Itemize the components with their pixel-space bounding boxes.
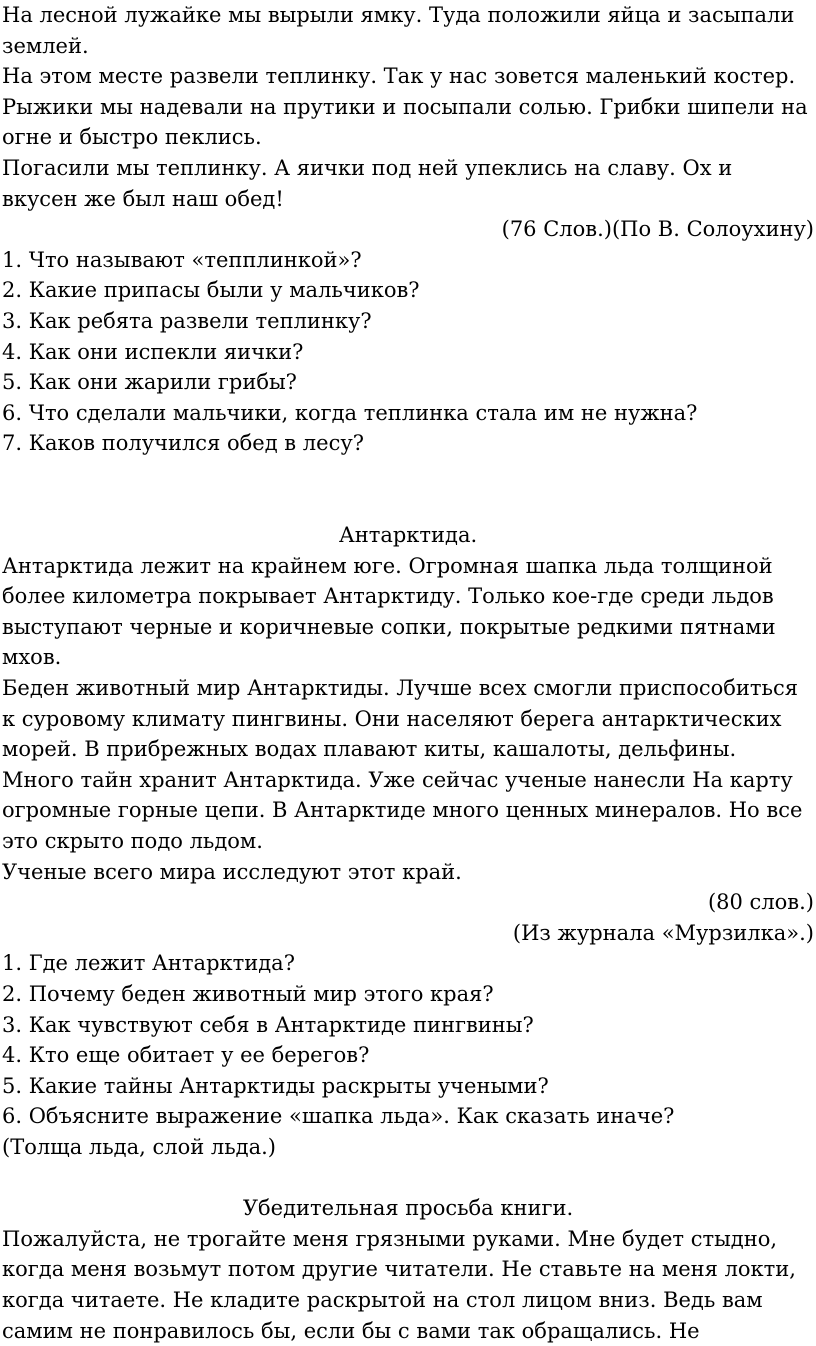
story-title: Антарктида.	[338, 523, 478, 548]
question-item: 5. Как они жарили грибы?	[2, 370, 297, 395]
spacer	[2, 490, 814, 521]
question-item: 4. Как они испекли яички?	[2, 339, 304, 364]
question-item: 1. Где лежит Антарктида?	[2, 951, 295, 976]
story-paragraph: На этом месте развели теплинку. Так у нас зовется маленький костер. Рыжики мы надевали на прутики и посыпали солью. Грибки шипели на огне и быстро пеклись.	[2, 64, 808, 150]
story-antarctica	[2, 520, 814, 1162]
word-count: (80 слов.)	[707, 890, 814, 915]
question-item: 1. Что называют «тепплинкой»?	[2, 247, 362, 272]
story-paragraph: Антарктида лежит на крайнем юге. Огромная шапка льда толщиной более километра покрывает Антарктиду. Только кое-где среди льдов выступают черные и коричневые сопки, покрытые редкими пятнами мхов.	[2, 553, 776, 670]
question-list	[2, 948, 814, 1132]
story-paragraph: Беден животный мир Антарктиды. Лучше всех смогли приспособиться к суровому климату пингвины. Они населяют берега антарктических морей. В прибрежных водах плавают киты, кашалоты, дельфины.	[2, 676, 798, 762]
question-item: 3. Как чувствуют себя в Антарктиде пингвины?	[2, 1012, 534, 1037]
question-item: 4. Кто еще обитает у ее берегов?	[2, 1043, 370, 1068]
question-list	[2, 245, 814, 459]
story-source: (76 Слов.)(По В. Солоухину)	[501, 217, 814, 242]
story-paragraph: Погасили мы теплинку. А яички под ней упеклись на славу. Ох и вкусен же был наш обед!	[2, 155, 733, 211]
spacer	[2, 459, 814, 490]
question-item: 6. Что сделали мальчики, когда теплинка стала им не нужна?	[2, 400, 698, 425]
story-paragraph: Ученые всего мира исследуют этот край.	[2, 859, 462, 884]
story-paragraph: Много тайн хранит Антарктида. Уже сейчас ученые нанесли На карту огромные горные цепи. В Антарктиде много ценных минералов. Но все это скрыто подо льдом.	[2, 767, 803, 854]
spacer	[2, 1163, 814, 1194]
story-source: (Из журнала «Мурзилка».)	[512, 920, 814, 945]
document-page	[2, 0, 814, 1346]
question-item: 2. Какие припасы были у мальчиков?	[2, 278, 420, 303]
question-item: 7. Каков получился обед в лесу?	[2, 431, 364, 456]
story-paragraph: На лесной лужайке мы вырыли ямку. Туда положили яйца и засыпали землей.	[2, 3, 795, 58]
question-item: 5. Какие тайны Антарктиды раскрыты учеными?	[2, 1073, 549, 1098]
story-paragraph: Пожалуйста, не трогайте меня грязными руками. Мне будет стыдно, когда меня возьмут потом другие читатели. Не ставьте на меня локти, когда читаете. Не кладите раскрытой на стол лицом вниз. Ведь вам самим не понравилось бы, если бы с вами так обращались. Не	[2, 1226, 796, 1343]
question-item: 3. Как ребята развели теплинку?	[2, 308, 372, 333]
answer-hint: (Толща льда, слой льда.)	[2, 1134, 276, 1159]
question-item: 6. Объясните выражение «шапка льда». Как сказать иначе?	[2, 1104, 675, 1129]
story-title: Убедительная просьба книги.	[242, 1196, 574, 1221]
story-book-request	[2, 1193, 814, 1346]
story-teplinka	[2, 0, 814, 459]
question-item: 2. Почему беден животный мир этого края?	[2, 982, 494, 1006]
